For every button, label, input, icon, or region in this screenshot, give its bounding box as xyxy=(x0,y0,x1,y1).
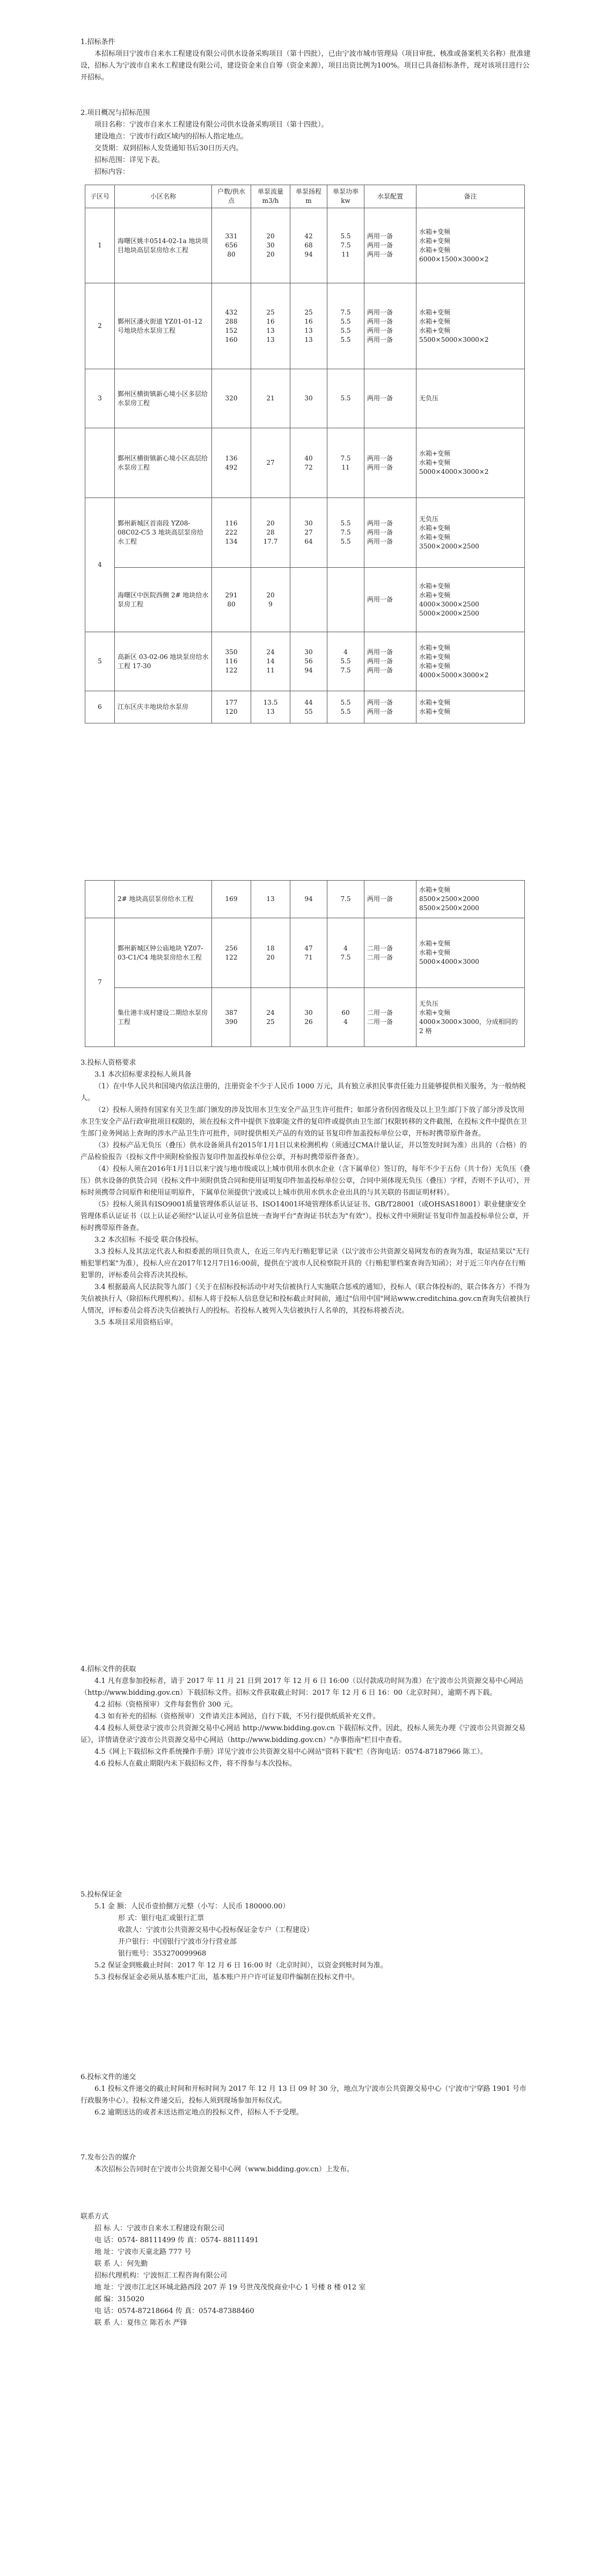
req-2: （2）投标人须持有国家有关卫生部门颁发的涉及饮用水卫生安全产品卫生许可批件；如部分省份因省级及以上卫生部门下放了部分涉及饮用水卫生安全产品行政审批项目权限的，须在投标文件中提供下放职能文件的复印件或提供由卫生部门权限转移的文件截图，在投标文件中提供在卫生部门业务网站上查询的涉水产品卫生许可批件，同时提供相关产品的有效的证书复印件加盖投标单位公章，开标时携带原件备查。 xyxy=(81,1106,528,1138)
cell-no: 5 xyxy=(85,632,115,691)
section-1-title: 1.招标条件 xyxy=(81,38,115,46)
contact-phone: 电 话：0574- 88111499 传 真：0574- 88111491 xyxy=(94,2236,259,2244)
cell-config: 两用一备 两用一备 xyxy=(364,691,416,723)
table-row xyxy=(85,428,525,498)
contact-agency-person: 联 系 人：夏伟立 陈若水 严锋 xyxy=(94,2319,187,2327)
cell-config: 两用一备 两用一备 两用一备 两用一备 xyxy=(364,283,416,369)
cell-config: 二用一备 二用一备 xyxy=(364,918,416,988)
table-row xyxy=(85,498,525,568)
cell-hh: 331 656 80 xyxy=(212,208,251,283)
media-notice: 本次招标公告同时在宁波市公共资源交易中心网（www.bidding.gov.cn）上发布。 xyxy=(94,2165,354,2174)
cell-note: 水箱+变频 水箱+变频 水箱+变频 6000×1500×3000×2 xyxy=(416,208,525,283)
table-row xyxy=(85,632,525,691)
cell-head: 25 16 13 13 xyxy=(290,283,327,369)
cell-power: 5.5 5.5 xyxy=(327,691,364,723)
section-5-title: 5.投标保证金 xyxy=(81,1891,122,1899)
cell-note: 水箱+变频 8500×2500×2000 8500×2500×2000 xyxy=(416,881,525,918)
cell-hh: 350 116 122 xyxy=(212,632,251,691)
cell-note: 水箱+变频 水箱+变频 4000×3000×2500 5000×2000×2500 xyxy=(416,568,525,632)
contact-agency-phone: 电 话：0574-87218664 传 真：0574-87388460 xyxy=(94,2307,254,2315)
section-3 xyxy=(81,1057,531,1329)
contact-agency: 招标代理机构：宁波恒汇工程咨询有限公司 xyxy=(94,2272,228,2280)
cell-name: 集仕港丰成村建设二期给水泵房工程 xyxy=(115,988,212,1047)
cell-flow: 20 9 xyxy=(251,568,290,632)
cell-name: 鄞州区横街镇新心境小区多层给水泵房工程 xyxy=(115,369,212,428)
cell-note: 无负压 xyxy=(416,369,525,428)
cell-power: 5.5 xyxy=(327,369,364,428)
cell-power: 4 5.5 7.5 xyxy=(327,632,364,691)
cell-power: 5.5 7.5 5.5 xyxy=(327,498,364,568)
cell-power: 4 7.5 xyxy=(327,918,364,988)
cell-note: 无负压 水箱+变频 水箱+变频 3500×2000×2500 xyxy=(416,498,525,568)
cell-head: 94 xyxy=(290,881,327,918)
req-3: （3）投标产品无负压（叠压）供水设备须具有2015年1月1日以来检测机构（须通过CMA计量认证，并以签发时间为准）出具的（合格）的产品检验报告（投标文件中须附检验报告复印件加盖投标单位公章，开标时携带原件备查）。 xyxy=(81,1141,527,1161)
cell-hh: 291 80 xyxy=(212,568,251,632)
req-3-5: 3.5 本项目采用资格后审。 xyxy=(94,1319,178,1327)
table-row xyxy=(85,568,525,632)
delivery-period: 交货期：双到招标人发货通知书后30日历天内。 xyxy=(94,144,243,152)
req-3-3: 3.3 投标人及其法定代表人和拟委派的项目负责人，在近三年内无行贿犯罪记录（以宁波市公共资源交易网发布的查询为准，取证结果以"无行贿犯罪档案"为准），投标人应在2017年12月7日16:00前，提供在宁波市人民检察院开具的《行贿犯罪档案查询告知函》；对于近三年内存在行贿犯罪的，评标委员会将否决其投标。 xyxy=(81,1248,530,1279)
cell-config: 两用一备 两用一备 两用一备 xyxy=(364,208,416,283)
section-6-title: 6.投标文件的递交 xyxy=(81,2073,136,2081)
cell-no xyxy=(85,428,115,498)
deposit-form: 形 式：银行电汇或银行汇票 xyxy=(118,1914,204,1922)
cell-no: 7 xyxy=(85,918,115,1047)
cell-hh: 116 222 134 xyxy=(212,498,251,568)
tender-scope: 招标范围：详见下表。 xyxy=(94,156,165,164)
cell-name: 高新区 03-02-06 地块泵房给水工程 17-30 xyxy=(115,632,212,691)
col-remarks: 备注 xyxy=(416,185,525,208)
cell-name: 2# 地块高层泵房给水工程 xyxy=(115,881,212,918)
cell-flow: 18 20 xyxy=(251,918,290,988)
cell-flow: 13.5 13 xyxy=(251,691,290,723)
cell-hh: 432 288 152 160 xyxy=(212,283,251,369)
cell-no: 3 xyxy=(85,369,115,428)
cell-hh: 136 492 xyxy=(212,428,251,498)
deposit-account: 银行账号：353270099968 xyxy=(118,1950,207,1958)
cell-name: 海曙区中医院西侧 2# 地块给水泵房工程 xyxy=(115,568,212,632)
table-row xyxy=(85,208,525,283)
cell-head: 30 26 xyxy=(290,988,327,1047)
cell-head: 30 56 94 xyxy=(290,632,327,691)
cell-power: 60 4 xyxy=(327,988,364,1047)
cell-power: 7.5 xyxy=(327,881,364,918)
cell-name: 江东区庆丰地块给水泵房 xyxy=(115,691,212,723)
construction-site: 建设地点：宁波市行政区域内的招标人指定地点。 xyxy=(94,133,248,141)
table-row xyxy=(85,918,525,988)
cell-config: 两用一备 xyxy=(364,881,416,918)
submission-6-2: 6.2 逾期送达的或者未送达指定地点的投标文件，招标人不予受理。 xyxy=(94,2109,303,2117)
cell-head xyxy=(290,568,327,632)
tender-content: 招标内容： xyxy=(94,168,130,176)
section-1 xyxy=(81,36,531,84)
cell-config: 两用一备 两用一备 两用一备 xyxy=(364,632,416,691)
doc-4-4: 4.4 投标人须登录宁波市公共资源交易中心网站 http://www.bidding.gov.cn 下载招标文件。因此，投标人须先办理《宁波市公共资源交易证》，详情请登录宁波市公共资源交易中心网站（http://www.bidding.gov.cn）"办事指南"栏目中查看。 xyxy=(81,1724,526,1744)
contact-address: 地 址：宁波市天童北路 777 号 xyxy=(94,2248,192,2256)
col-power: 单泵功率kw xyxy=(327,185,364,208)
cell-flow: 21 xyxy=(251,369,290,428)
col-subarea: 子区号 xyxy=(85,185,115,208)
cell-name: 海曙区姚丰0514-02-1a 地块项目地块高层泵房给水工程 xyxy=(115,208,212,283)
table-row xyxy=(85,691,525,723)
section-2-title: 2.项目概况与招标范围 xyxy=(81,109,150,117)
cell-flow: 20 28 17.7 xyxy=(251,498,290,568)
section-5 xyxy=(81,1889,531,1984)
project-name: 项目名称：宁波市自来水工程建设有限公司供水设备采购项目（第十四批）。 xyxy=(94,121,328,129)
deposit-deadline: 5.2 保证金到账截止时间：2017 年 12 月 6 日 16:00 时（北京时间），以资金到账时间为准。 xyxy=(94,1962,387,1970)
cell-note: 无负压 水箱+变频 4000×3000×3000，分成相同的 2 格 xyxy=(416,988,525,1047)
contact-postcode: 邮 编：315020 xyxy=(94,2295,144,2303)
section-7 xyxy=(81,2152,531,2176)
section-1-body: 本招标项目宁波市自来水工程建设有限公司供水设备采购项目（第十四批），已由宁波市城市管理局（项目审批、核准或备案机关名称）批准建设，招标人为宁波市自来水工程建设有限公司，建设资金来自自筹（资金来源），项目出资比例为100%。项目已具备招标条件，现对该项目进行公开招标。 xyxy=(81,50,531,82)
cell-flow: 20 30 20 xyxy=(251,208,290,283)
cell-name: 鄞州区潘火街道 YZ01-01-12 号地块给水泵房工程 xyxy=(115,283,212,369)
cell-config: 二用一备 二用一备 xyxy=(364,988,416,1047)
cell-head: 30 27 64 xyxy=(290,498,327,568)
cell-no: 4 xyxy=(85,498,115,632)
cell-no: 1 xyxy=(85,208,115,283)
contact-agency-address: 地 址：宁波市江北区环城北路西段 207 弄 19 号世茂茂悦商业中心 1 号楼 8 楼 012 室 xyxy=(94,2284,366,2292)
req-intro: 3.1 本次招标要求投标人须具备 xyxy=(94,1071,192,1079)
doc-4-2: 4.2 招标（资格预审）文件每套售价 300 元。 xyxy=(94,1701,237,1709)
contact-person: 联 系 人：何先勤 xyxy=(94,2260,148,2268)
section-2 xyxy=(81,107,531,178)
contact-section xyxy=(81,2211,531,2329)
cell-power xyxy=(327,568,364,632)
col-head: 单泵扬程m xyxy=(290,185,327,208)
section-4 xyxy=(81,1664,531,1770)
cell-no: 6 xyxy=(85,691,115,723)
cell-flow: 13 xyxy=(251,881,290,918)
section-3-title: 3.投标人资格要求 xyxy=(81,1059,136,1067)
col-households: 户数/供水点 xyxy=(212,185,251,208)
contact-title: 联系方式 xyxy=(81,2213,109,2221)
cell-config: 两用一备 xyxy=(364,568,416,632)
cell-config: 两用一备 两用一备 两用一备 xyxy=(364,498,416,568)
cell-head: 44 55 xyxy=(290,691,327,723)
cell-hh: 169 xyxy=(212,881,251,918)
cell-power: 7.5 5.5 5.5 5.5 xyxy=(327,283,364,369)
cell-flow: 24 14 11 xyxy=(251,632,290,691)
cell-hh: 320 xyxy=(212,369,251,428)
deposit-amount: 5.1 金 额：人民币壹拾捌万元整（小写：人民币 180000.00） xyxy=(94,1902,290,1911)
cell-head: 42 68 94 xyxy=(290,208,327,283)
contact-tenderer: 招 标 人：宁波市自来水工程建设有限公司 xyxy=(94,2224,225,2233)
deposit-payee: 收款人：宁波市公共资源交易中心投标保证金专户（工程建设） xyxy=(118,1926,314,1934)
req-3-4: 3.4 根据最高人民法院等九部门《关于在招标投标活动中对失信被执行人实施联合惩戒的通知》，投标人（联合体投标的，联合体各方）不得为失信被执行人（除招标代理机构）。招标人将于投标人信息登记和投标截止时间前，通过"信用中国"网站www.creditchina.gov.cn查询失信被执行人情况，评标委员会将否决失信被执行人的投标。若投标人被列入失信被执行人名单的，其投标将被否决。 xyxy=(81,1283,531,1315)
cell-hh: 256 122 xyxy=(212,918,251,988)
req-1: （1）在中华人民共和国境内依法注册的，注册资金不少于人民币 1000 万元，具有独立承担民事责任能力且能够提供相关服务，为一般纳税人。 xyxy=(81,1082,526,1102)
cell-head: 47 71 xyxy=(290,918,327,988)
doc-4-6: 4.6 投标人在截止期限内未下载招标文件，将不得参与本次投标。 xyxy=(94,1760,296,1768)
cell-note: 水箱+变频 水箱+变频 xyxy=(416,691,525,723)
cell-name: 鄞州区横街镇新心境小区高层给水泵房工程 xyxy=(115,428,212,498)
cell-config: 两用一备 xyxy=(364,369,416,428)
cell-name: 鄞州新城区钟公庙地块 YZ07-03-C1/C4 地块泵房给水工程 xyxy=(115,918,212,988)
cell-note: 水箱+变频 水箱+变频 水箱+变频 5500×5000×3000×2 xyxy=(416,283,525,369)
section-7-title: 7.发布公告的媒介 xyxy=(81,2154,136,2162)
cell-note: 水箱+变频 水箱+变频 水箱+变频 4000×5000×3000×2 xyxy=(416,632,525,691)
cell-power: 5.5 7.5 11 xyxy=(327,208,364,283)
section-4-title: 4.招标文件的获取 xyxy=(81,1665,136,1673)
section-6 xyxy=(81,2072,531,2119)
equipment-table xyxy=(85,185,525,723)
cell-power: 7.5 11 xyxy=(327,428,364,498)
cell-note: 水箱+变频 水箱+变频 5000×4000×3000×2 xyxy=(416,428,525,498)
cell-head: 30 xyxy=(290,369,327,428)
submission-6-1: 6.1 投标文件递交的截止时间和开标时间为 2017 年 12 月 13 日 09 时 30 分，地点为宁波市公共资源交易中心（宁波市宁穿路 1901 号市行政服务中心）。投标文件递交后，投标人须到现场参加开标仪式。 xyxy=(81,2085,526,2105)
table-row xyxy=(85,283,525,369)
cell-hh: 387 390 xyxy=(212,988,251,1047)
cell-head: 40 72 xyxy=(290,428,327,498)
cell-no: 2 xyxy=(85,283,115,369)
cell-flow: 24 25 xyxy=(251,988,290,1047)
cell-name: 鄞州新城区首南段 YZ08-08C02-C5 3 地块高层泵房给水工程 xyxy=(115,498,212,568)
table-row xyxy=(85,369,525,428)
cell-no xyxy=(85,881,115,918)
cell-config: 两用一备 两用一备 xyxy=(364,428,416,498)
col-pump-config: 水泵配置 xyxy=(364,185,416,208)
doc-4-5: 4.5《网上下载招标文件系统操作手册》详见宁波市公共资源交易中心网站"资料下载"栏（咨询电话：0574-87187966 陈工）。 xyxy=(94,1748,487,1756)
cell-note: 水箱+变频 水箱+变频 5000×4000×3000 xyxy=(416,918,525,988)
cell-flow: 27 xyxy=(251,428,290,498)
deposit-source: 5.3 投标保证金必须从基本账户汇出，基本账户开户许可证复印件编制在投标文件中。 xyxy=(94,1973,359,1981)
doc-4-3: 4.3 如有补充的招标（资格预审）文件请关注本网站，自行下载，不另行提供纸质补充文件。 xyxy=(94,1713,380,1721)
col-flow: 单泵流量m3/h xyxy=(251,185,290,208)
table-row xyxy=(85,881,525,918)
deposit-bank: 开户银行：中国银行宁波市分行营业部 xyxy=(118,1938,237,1946)
cell-hh: 177 120 xyxy=(212,691,251,723)
col-community: 小区名称 xyxy=(115,185,212,208)
table-row xyxy=(85,988,525,1047)
equipment-table-continued xyxy=(85,880,525,1047)
req-4: （4）投标人须在2016年1月1日以来宁波与地市级或以上城市供用水供水企业（含下属单位）签订的，每年不少于五份（共十份）无负压（叠压）供水设备的供货合同（投标文件中须附供货合同和使用证明复印件加盖投标单位公章，合同中须体现无负压（叠压）字样，否则不予认可），开标时须携带合同原件和使用证明原件，下属单位须提供宁波或以上城市供用水供水企业出具的与其关联的书面证明材料）。 xyxy=(81,1165,531,1197)
cell-flow: 25 16 13 13 xyxy=(251,283,290,369)
req-5: （5）投标人须具有ISO9001质量管理体系认证证书、ISO14001环境管理体系认证证书、GB/T28001（或OHSAS18001）职业健康安全管理体系认证证书（以上认证必须经"认证认可业务信息统一查询平台"查询证书状态为"有效"）。投标文件中须附证书复印件加盖投标单位公章，开标时携带原件备查。 xyxy=(81,1201,530,1232)
doc-4-1: 4.1 凡有意参加投标者，请于 2017 年 11 月 21 日到 2017 年 12 月 6 日 16:00（以付款成功时间为准）在宁波市公共资源交易中心网站（http://www.bidding.gov.cn）下载招标文件。招标文件获取截止时间：2017 年 12 月 6 日 16：00（北京时间），逾期不再下载。 xyxy=(81,1677,524,1697)
req-3-2: 3.2 本次招标 不接受 联合体投标。 xyxy=(94,1236,203,1244)
